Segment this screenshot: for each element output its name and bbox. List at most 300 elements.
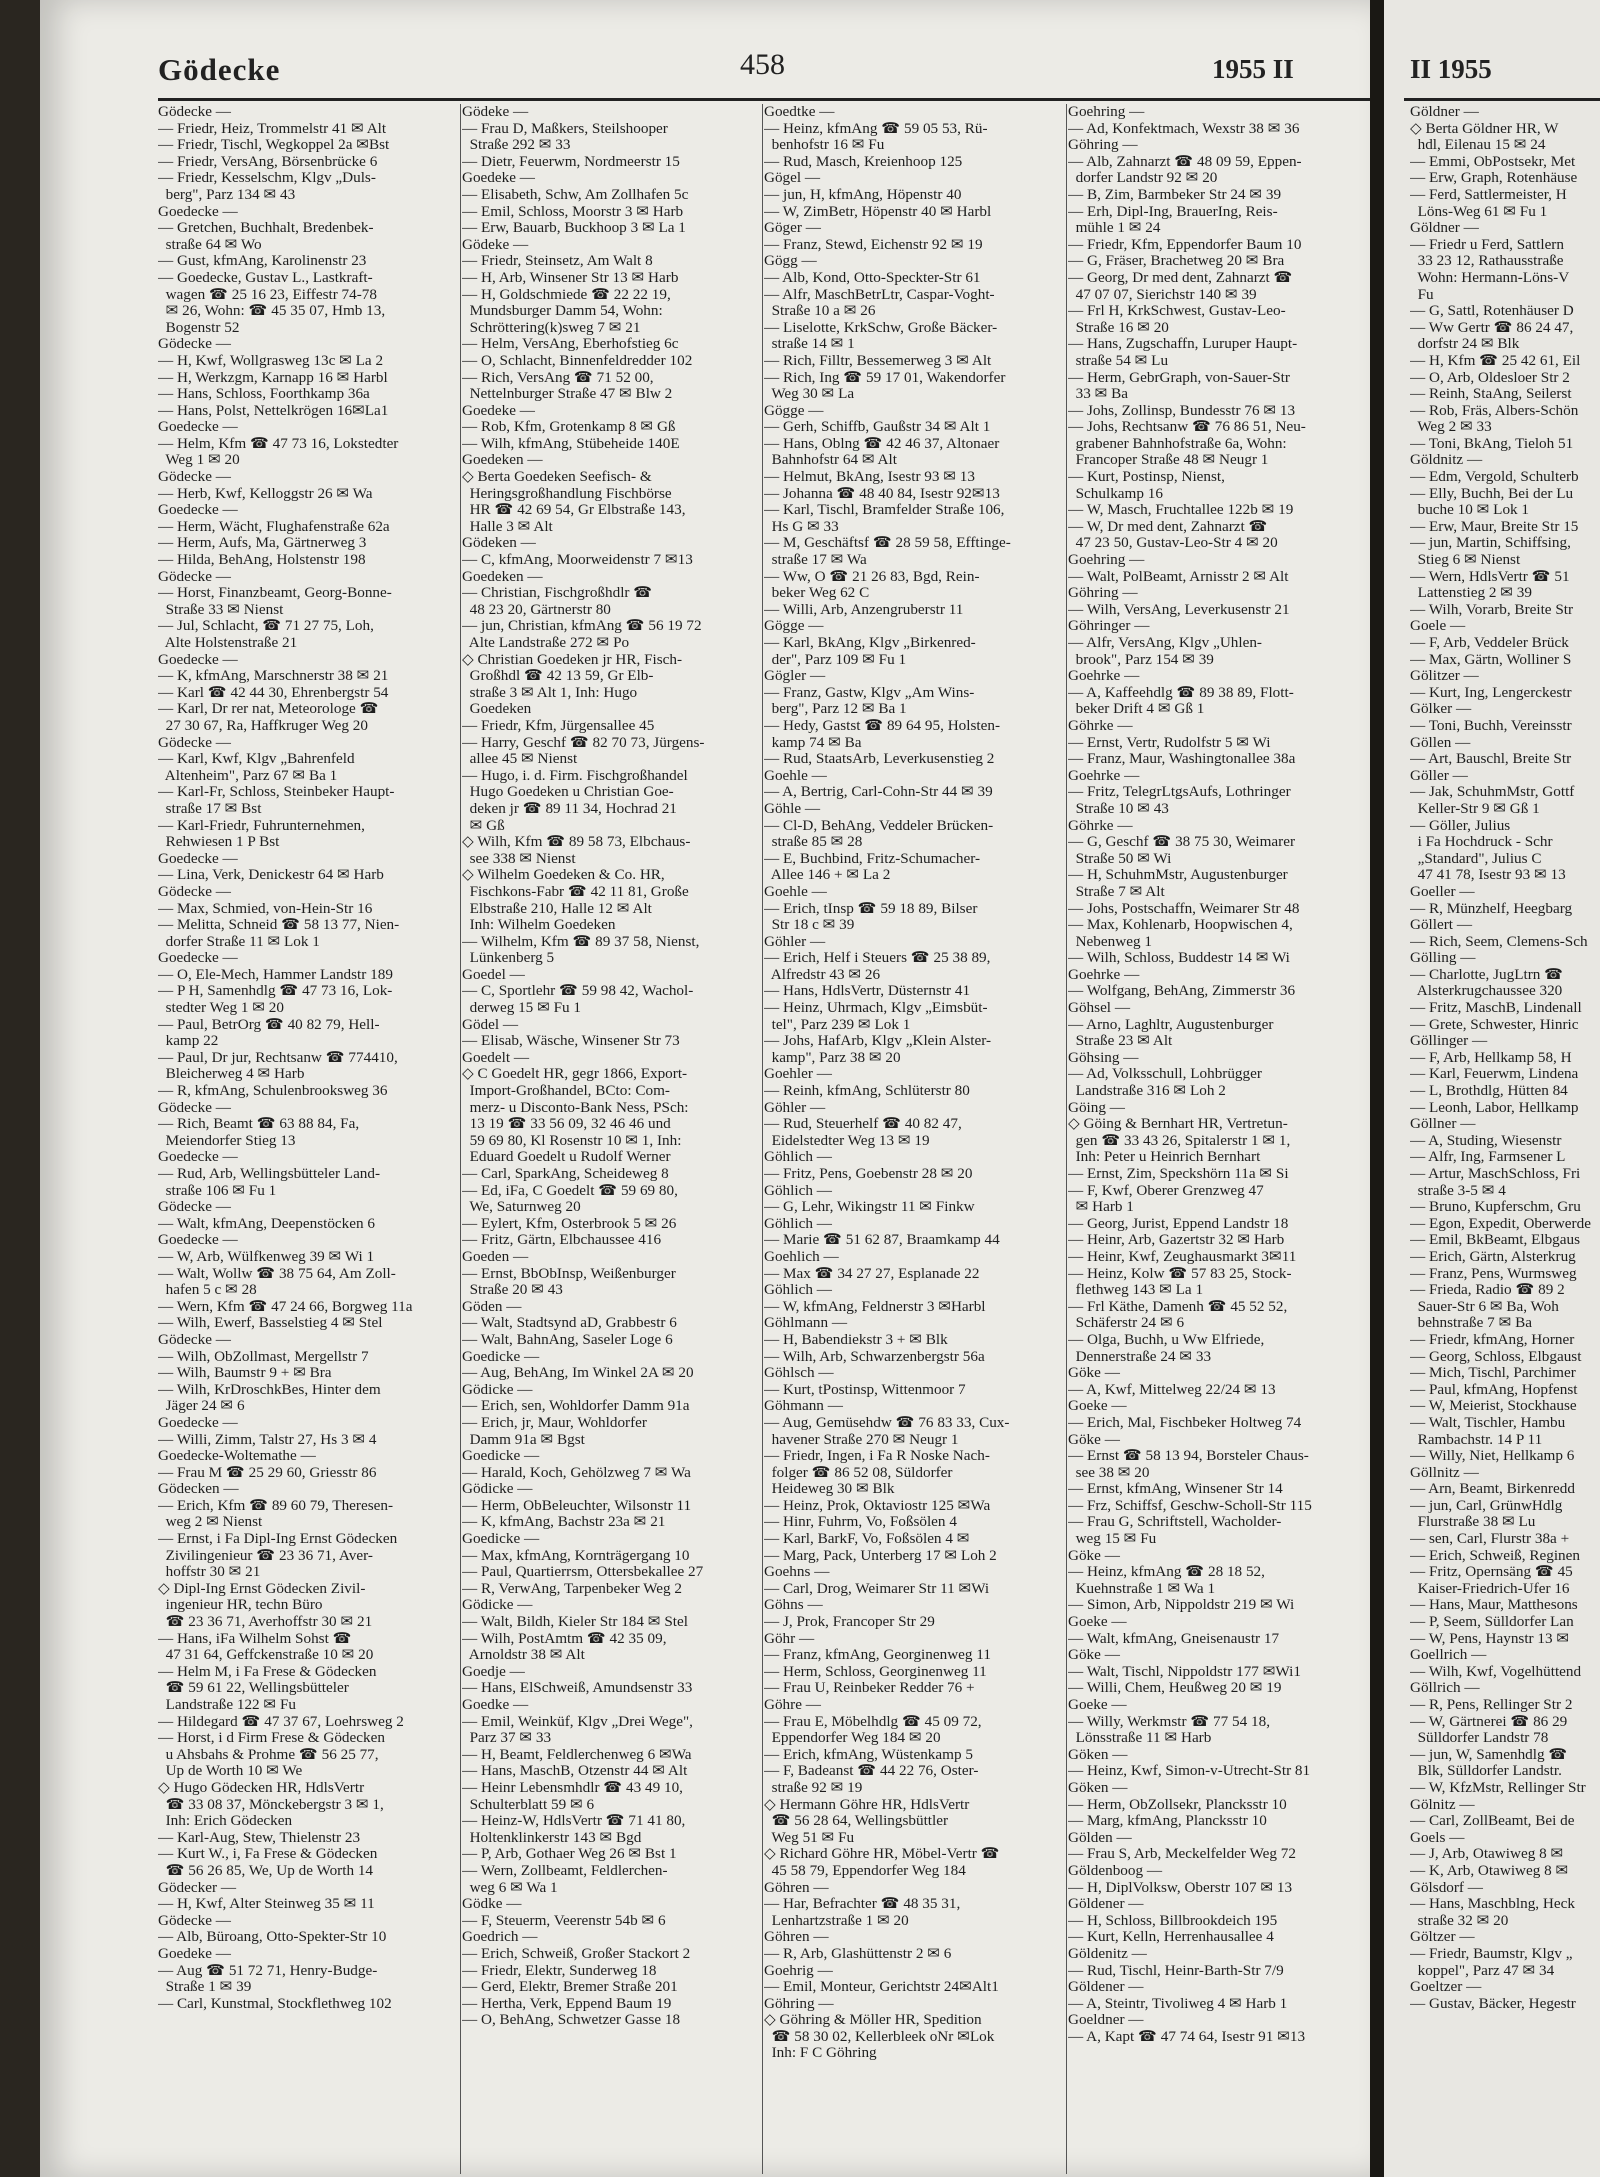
column-3: [764, 104, 1064, 2174]
directory-entry-line: — Walt, Stadtsynd aD, Grabbestr 6: [462, 1314, 677, 1332]
directory-entry-line: Goedecke —: [158, 418, 238, 436]
directory-entry-line: Goedecke —: [158, 1231, 238, 1249]
directory-entry-line: straße 14 ✉ 1: [764, 335, 855, 353]
directory-entry-line: — Friedr, Heiz, Trommelstr 41 ✉ Alt: [158, 119, 387, 137]
directory-entry-line: see 38 ✉ 20: [1068, 1463, 1150, 1481]
directory-entry-line: Straße 33 ✉ Nienst: [158, 600, 284, 618]
directory-entry-line: — W, Meierist, Stockhause: [1410, 1397, 1577, 1415]
directory-entry-line: — Frau S, Arb, Meckelfelder Weg 72: [1068, 1845, 1296, 1863]
directory-entry-line: — Heinz, Prok, Oktaviostr 125 ✉Wa: [764, 1496, 991, 1514]
directory-entry-line: Göltzer —: [1410, 1928, 1475, 1946]
directory-entry-line: 48 23 20, Gärtnerstr 80: [462, 600, 611, 618]
directory-entry-line: Göhns —: [764, 1596, 823, 1614]
directory-entry-line: — O, Arb, Oldesloer Str 2: [1410, 368, 1570, 386]
directory-entry-line: ☎ 59 61 22, Wellingsbütteler: [158, 1679, 349, 1697]
directory-entry-line: — Harald, Koch, Gehölzweg 7 ✉ Wa: [462, 1463, 691, 1481]
directory-entry-line: Straße 1 ✉ 39: [158, 1978, 252, 1996]
directory-entry-line: Goedeken —: [462, 567, 543, 585]
directory-entry-line: — Alb, Kond, Otto-Speckter-Str 61: [764, 268, 981, 286]
directory-entry-line: Kaiser-Friedrich-Ufer 16: [1410, 1579, 1570, 1597]
directory-entry-line: — Arno, Laghltr, Augustenburger: [1068, 1015, 1274, 1033]
directory-entry-line: — J, Arb, Otawiweg 8 ✉: [1410, 1845, 1564, 1863]
directory-entry-line: Straße 50 ✉ Wi: [1068, 849, 1172, 867]
directory-entry-line: — Willi, Arb, Anzengruberstr 11: [764, 600, 964, 618]
directory-entry-line: straße 85 ✉ 28: [764, 833, 863, 851]
directory-entry-line: — Karl-Friedr, Fuhrunternehmen,: [158, 816, 365, 834]
directory-entry-line: Goeller —: [1410, 882, 1475, 900]
directory-entry-line: — Ernst, Vertr, Rudolfstr 5 ✉ Wi: [1068, 733, 1271, 751]
directory-entry-line: ◇ Göhring & Möller HR, Spedition: [764, 2011, 982, 2029]
directory-entry-line: — Art, Bauschl, Breite Str: [1410, 750, 1572, 768]
directory-entry-line: — Wilh, Schloss, Buddestr 14 ✉ Wi: [1068, 949, 1290, 967]
directory-entry-line: — Heinr, Kwf, Zeughausmarkt 3✉11: [1068, 1247, 1297, 1265]
directory-entry-line: — Friedr, Baumstr, Klgv „: [1410, 1944, 1573, 1962]
column-1: [158, 104, 458, 2174]
directory-entry-line: Alte Landstraße 272 ✉ Po: [462, 634, 630, 651]
directory-entry-line: — H, Kwf, Alter Steinweg 35 ✉ 11: [158, 1895, 375, 1913]
directory-entry-line: — Wilh, Baumstr 9 + ✉ Bra: [158, 1364, 332, 1382]
column-divider: [762, 104, 763, 2174]
directory-entry-line: hafen 5 c ✉ 28: [158, 1281, 257, 1299]
directory-entry-line: — jun, Carl, GrünwHdlg: [1410, 1496, 1563, 1514]
directory-entry-line: Zivilingenieur ☎ 23 36 71, Aver-: [158, 1546, 373, 1564]
directory-entry-line: — Herm, Wächt, Flughafenstraße 62a: [158, 517, 390, 535]
directory-entry-line: — Friedr, Ingen, i Fa R Noske Nach-: [764, 1447, 990, 1465]
directory-entry-line: — Ernst ☎ 58 13 94, Borsteler Chaus-: [1068, 1447, 1309, 1465]
directory-entry-line: ◇ Wilhelm Goedeken & Co. HR,: [462, 866, 665, 884]
directory-entry-line: — Frieda, Radio ☎ 89 2: [1410, 1281, 1565, 1299]
directory-entry-line: Goedtke —: [764, 104, 835, 120]
directory-entry-line: Schulterblatt 59 ✉ 6: [462, 1795, 595, 1813]
directory-entry-line: Göke —: [1068, 1364, 1120, 1382]
directory-entry-line: — Horst, Finanzbeamt, Georg-Bonne-: [158, 584, 392, 602]
directory-entry-line: — Heinz, kfmAng ☎ 59 05 53, Rü-: [764, 119, 988, 137]
directory-entry-line: — J, Prok, Francoper Str 29: [764, 1613, 935, 1631]
directory-entry-line: — Heinz, Uhrmach, Klgv „Eimsbüt-: [764, 999, 988, 1017]
directory-entry-line: Bleicherweg 4 ✉ Harb: [158, 1065, 305, 1083]
directory-entry-line: Import-Großhandel, BCto: Com-: [462, 1082, 670, 1100]
directory-entry-line: — Erw, Maur, Breite Str 15: [1410, 517, 1579, 535]
directory-entry-line: — W, ZimBetr, Höpenstr 40 ✉ Harbl: [764, 202, 992, 220]
directory-entry-line: — Walt, kfmAng, Deepenstöcken 6: [158, 1214, 375, 1232]
directory-entry-line: ◇ Christian Goedeken jr HR, Fisch-: [462, 650, 683, 668]
directory-entry-line: — Hans, Oblng ☎ 42 46 37, Altonaer: [764, 434, 1000, 452]
directory-entry-line: — Erich, tInsp ☎ 59 18 89, Bilser: [764, 899, 978, 917]
directory-entry-line: — F, Badeanst ☎ 44 22 76, Oster-: [764, 1762, 979, 1780]
directory-entry-line: Gödecke —: [158, 1198, 231, 1216]
directory-entry-line: — Friedr, Kfm, Jürgensallee 45: [462, 716, 655, 734]
directory-entry-line: Straße 16 ✉ 20: [1068, 318, 1169, 336]
directory-entry-line: — Carl, SparkAng, Scheideweg 8: [462, 1165, 669, 1182]
directory-entry-line: Holtenklinkerstr 143 ✉ Bgd: [462, 1828, 642, 1846]
directory-entry-line: Goehrke —: [1068, 667, 1140, 685]
directory-entry-line: Lattenstieg 2 ✉ 39: [1410, 584, 1532, 602]
directory-entry-line: Göger —: [764, 219, 821, 237]
directory-entry-line: Gödecke —: [158, 882, 231, 900]
directory-entry-line: ◇ Göing & Bernhart HR, Vertretun-: [1068, 1115, 1288, 1133]
directory-entry-line: — Wilh, Arb, Schwarzenbergstr 56a: [764, 1347, 985, 1365]
directory-entry-line: ingenieur HR, techn Büro: [158, 1596, 323, 1614]
directory-entry-line: — Emil, Weinküf, Klgv „Drei Wege",: [462, 1712, 693, 1730]
directory-entry-line: — Grete, Schwester, Hinric: [1410, 1015, 1579, 1033]
directory-entry-line: Goedke —: [462, 1696, 529, 1713]
directory-entry-line: Gödecke —: [158, 733, 231, 751]
directory-entry-line: — Ww Gertr ☎ 86 24 47,: [1410, 318, 1574, 336]
directory-entry-line: — Egon, Expedit, Oberwerde: [1410, 1214, 1591, 1232]
directory-entry-line: Heringsgroßhandlung Fischbörse: [462, 484, 672, 502]
directory-entry-line: — A, Bertrig, Carl-Cohn-Str 44 ✉ 39: [764, 783, 993, 801]
directory-entry-line: — Alfr, MaschBetrLtr, Caspar-Voght-: [764, 285, 995, 303]
directory-entry-line: — Hans, Schloss, Foorthkamp 36a: [158, 385, 370, 403]
directory-entry-line: — Horst, i d Firm Frese & Gödecken: [158, 1729, 385, 1747]
directory-entry-line: — Hinr, Fuhrm, Vo, Foßsölen 4: [764, 1513, 957, 1531]
directory-entry-line: Gödecker —: [158, 1878, 237, 1896]
directory-entry-line: Eduard Goedelt u Rudolf Werner: [462, 1148, 671, 1166]
directory-entry-line: — R, Münzhelf, Heegbarg: [1410, 899, 1573, 917]
directory-entry-line: — Rich, Ing ☎ 59 17 01, Wakendorfer: [764, 368, 1006, 386]
directory-entry-line: — Simon, Arb, Nippoldstr 219 ✉ Wi: [1068, 1596, 1295, 1614]
directory-entry-line: HR ☎ 42 69 54, Gr Elbstraße 143,: [462, 501, 686, 519]
directory-entry-line: — Max, kfmAng, Kornträgergang 10: [462, 1546, 690, 1564]
directory-entry-line: Goedecke —: [158, 849, 238, 867]
directory-entry-line: merz- u Disconto-Bank Ness, PSch:: [462, 1098, 689, 1116]
directory-entry-line: — Franz, Maur, Washingtonallee 38a: [1068, 750, 1296, 768]
directory-entry-line: — Paul, BetrOrg ☎ 40 82 79, Hell-: [158, 1015, 380, 1033]
directory-entry-line: — F, Arb, Hellkamp 58, H: [1410, 1048, 1572, 1066]
directory-entry-line: Göken —: [1068, 1745, 1128, 1763]
directory-entry-line: Inh: Erich Gödecken: [158, 1812, 293, 1830]
directory-entry-line: stedter Weg 1 ✉ 20: [158, 999, 284, 1017]
directory-entry-line: — A, Kwf, Mittelweg 22/24 ✉ 13: [1068, 1380, 1276, 1398]
directory-entry-line: — Helm, VersAng, Eberhofstieg 6c: [462, 335, 679, 353]
directory-entry-line: Goels —: [1410, 1828, 1465, 1846]
directory-entry-line: — H, Babendiekstr 3 + ✉ Blk: [764, 1330, 948, 1348]
directory-entry-line: Wohn: Hermann-Löns-V: [1410, 268, 1570, 286]
directory-entry-line: — Alfr, VersAng, Klgv „Uhlen-: [1068, 634, 1262, 651]
directory-entry-line: Mundsburger Damm 54, Wohn:: [462, 302, 663, 320]
directory-entry-line: — Erich, jr, Maur, Wohldorfer: [462, 1413, 647, 1431]
directory-entry-line: — P, Arb, Gothaer Weg 26 ✉ Bst 1: [462, 1845, 677, 1863]
directory-entry-line: — Erich, Kfm ☎ 89 60 79, Theresen-: [158, 1496, 394, 1514]
next-page-fragment: [1384, 0, 1600, 2177]
directory-entry-line: — Willi, Chem, Heußweg 20 ✉ 19: [1068, 1679, 1282, 1697]
directory-entry-line: — Hans, Maschblng, Heck: [1410, 1895, 1575, 1913]
directory-entry-line: Gölker —: [1410, 700, 1472, 718]
directory-entry-line: wagen ☎ 25 16 23, Eiffestr 74-78: [158, 285, 377, 303]
directory-entry-line: — Franz, kfmAng, Georginenweg 11: [764, 1646, 991, 1664]
directory-entry-line: Göhringer —: [1068, 617, 1150, 635]
directory-entry-line: Hugo Goedeken u Christian Goe-: [462, 783, 674, 801]
directory-entry-line: — Helmut, BkAng, Isestr 93 ✉ 13: [764, 468, 975, 486]
directory-entry-line: Löns-Weg 61 ✉ Fu 1: [1410, 202, 1548, 220]
directory-entry-line: Stieg 6 ✉ Nienst: [1410, 551, 1521, 569]
directory-entry-line: hoffstr 30 ✉ 21: [158, 1563, 261, 1581]
directory-entry-line: Allee 146 + ✉ La 2: [764, 866, 891, 884]
directory-entry-line: Göldenitz —: [1068, 1944, 1147, 1962]
directory-entry-line: Göldenboog —: [1068, 1861, 1163, 1879]
directory-entry-line: — Hans, Maur, Matthesons: [1410, 1596, 1578, 1614]
directory-entry-line: — Wilh, kfmAng, Stübeheide 140E: [462, 434, 680, 452]
directory-entry-line: Göhlmann —: [764, 1314, 848, 1332]
directory-entry-line: ✉ Gß: [462, 816, 505, 834]
directory-entry-line: Straße 7 ✉ Alt: [1068, 882, 1165, 900]
directory-entry-line: — Wilh, PostAmtm ☎ 42 35 09,: [462, 1629, 667, 1647]
directory-entry-line: Flurstraße 38 ✉ Lu: [1410, 1513, 1536, 1531]
directory-entry-line: — Reinh, kfmAng, Schlüterstr 80: [764, 1082, 970, 1100]
directory-entry-line: — Karl, Feuerwm, Lindena: [1410, 1065, 1579, 1083]
directory-entry-line: ☎ 56 26 85, We, Up de Worth 14: [158, 1861, 374, 1879]
directory-entry-line: — jun, H, kfmAng, Höpenstr 40: [764, 185, 962, 203]
directory-entry-line: allee 45 ✉ Nienst: [462, 750, 578, 768]
directory-entry-line: — Friedr, Kesselschm, Klgv „Duls-: [158, 169, 376, 187]
directory-entry-line: — A, Kaffeehdlg ☎ 89 38 89, Flott-: [1068, 683, 1294, 701]
directory-entry-line: — Herm, Schloss, Georginenweg 11: [764, 1662, 987, 1680]
directory-entry-line: dorfer Straße 11 ✉ Lok 1: [158, 932, 320, 950]
directory-entry-line: Goehle —: [764, 766, 827, 784]
directory-entry-line: — Georg, Schloss, Elbgaust: [1410, 1347, 1582, 1365]
directory-entry-line: Göllner —: [1410, 1115, 1476, 1133]
directory-entry-line: Göhren —: [764, 1928, 829, 1946]
directory-entry-line: ◇ Berta Göldner HR, W: [1410, 119, 1559, 137]
directory-entry-line: Goeke —: [1068, 1613, 1127, 1631]
directory-entry-line: — Wern, HdlsVertr ☎ 51: [1410, 567, 1570, 585]
directory-entry-line: — Hans, MaschB, Otzenstr 44 ✉ Alt: [462, 1762, 688, 1780]
directory-entry-line: der", Parz 109 ✉ Fu 1: [764, 650, 907, 668]
directory-entry-line: — Har, Befrachter ☎ 48 35 31,: [764, 1895, 961, 1913]
directory-entry-line: — Mich, Tischl, Parchimer: [1410, 1364, 1576, 1382]
directory-entry-line: — Johanna ☎ 48 40 84, Isestr 92✉13: [764, 484, 1000, 502]
page-header: [40, 44, 1370, 104]
directory-entry-line: Goeden —: [462, 1247, 529, 1265]
directory-entry-line: — Erich, Schweiß, Reginen: [1410, 1546, 1580, 1564]
directory-entry-line: — Liselotte, KrkSchw, Große Bäcker-: [764, 318, 998, 336]
directory-entry-line: — Kurt, Postinsp, Nienst,: [1068, 468, 1225, 486]
directory-entry-line: Göhlich —: [764, 1214, 832, 1232]
directory-entry-line: — H, SchuhmMstr, Augustenburger: [1068, 866, 1288, 884]
directory-entry-line: Goehring —: [1068, 551, 1145, 569]
directory-entry-line: Bahnhofstr 64 ✉ Alt: [764, 451, 897, 469]
directory-entry-line: Weg 51 ✉ Fu: [764, 1828, 855, 1846]
directory-entry-line: — Wilh, VersAng, Leverkusenstr 21: [1068, 600, 1290, 618]
directory-entry-line: Göllert —: [1410, 916, 1473, 934]
directory-entry-line: — Erich, Gärtn, Alsterkrug: [1410, 1247, 1576, 1265]
next-page-rule: [1404, 98, 1600, 101]
directory-entry-line: Großhdl ☎ 42 13 59, Gr Elb-: [462, 667, 654, 685]
directory-entry-line: ☎ 58 30 02, Kellerbleek oNr ✉Lok: [764, 2027, 995, 2045]
directory-entry-line: Göllinger —: [1410, 1032, 1488, 1050]
directory-entry-line: — Frl Käthe, Damenh ☎ 45 52 52,: [1068, 1297, 1288, 1315]
directory-entry-line: — Rud, Steuerhelf ☎ 40 82 47,: [764, 1115, 962, 1133]
directory-entry-line: Gödke —: [462, 1895, 522, 1913]
directory-entry-line: Göllrich —: [1410, 1679, 1480, 1697]
directory-entry-line: ☎ 33 08 37, Mönckebergstr 3 ✉ 1,: [158, 1795, 384, 1813]
directory-entry-line: — Hans, Zugschaffn, Luruper Haupt-: [1068, 335, 1298, 353]
directory-entry-line: — Karl, Tischl, Bramfelder Straße 106,: [764, 501, 1005, 519]
directory-entry-line: — Elisab, Wäsche, Winsener Str 73: [462, 1032, 680, 1050]
directory-entry-line: — Heinz-W, HdlsVertr ☎ 71 41 80,: [462, 1812, 686, 1830]
directory-entry-line: Goedecke —: [158, 501, 238, 519]
directory-entry-line: — Frau E, Möbelhdlg ☎ 45 09 72,: [764, 1712, 982, 1730]
directory-entry-line: — Karl, Dr rer nat, Meteorologe ☎: [158, 700, 379, 718]
directory-entry-line: 27 30 67, Ra, Haffkruger Weg 20: [158, 716, 368, 734]
directory-entry-line: — Kurt, Ing, Lengerckestr: [1410, 683, 1572, 701]
directory-entry-line: — Erw, Graph, Rotenhäuse: [1410, 169, 1578, 187]
directory-entry-line: — Lina, Verk, Denickestr 64 ✉ Harb: [158, 866, 384, 884]
directory-entry-line: Fu: [1410, 285, 1434, 303]
directory-entry-line: Gölling —: [1410, 949, 1476, 967]
directory-entry-line: — jun, Martin, Schiffsing,: [1410, 534, 1571, 552]
directory-entry-line: Göhring —: [1068, 136, 1138, 154]
directory-entry-line: Nebenweg 1: [1068, 932, 1152, 950]
directory-entry-line: — Heinr Lebensmhdlr ☎ 43 49 10,: [462, 1778, 683, 1796]
directory-entry-line: Sülldorfer Landstr 78: [1410, 1729, 1549, 1747]
column-2: [462, 104, 760, 2174]
directory-entry-line: Goedecke —: [158, 1148, 238, 1166]
directory-entry-line: Göldner —: [1410, 104, 1479, 120]
directory-entry-line: We, Saturnweg 20: [462, 1198, 581, 1216]
directory-entry-line: tel", Parz 239 ✉ Lok 1: [764, 1015, 911, 1033]
directory-entry-line: Straße 23 ✉ Alt: [1068, 1032, 1173, 1050]
directory-entry-line: — Hedy, Gastst ☎ 89 64 95, Holsten-: [764, 716, 1001, 734]
directory-entry-line: — Jak, SchuhmMstr, Gottf: [1410, 783, 1575, 801]
directory-entry-line: Göller —: [1410, 766, 1468, 784]
directory-entry-line: — Elly, Buchh, Bei der Lu: [1410, 484, 1574, 502]
directory-entry-line: Göke —: [1068, 1546, 1120, 1564]
directory-entry-line: — Charlotte, JugLtrn ☎: [1410, 965, 1564, 983]
directory-entry-line: straße 17 ✉ Bst: [158, 799, 262, 817]
directory-entry-line: Goehrig —: [764, 1961, 833, 1979]
directory-entry-line: Goehle —: [764, 882, 827, 900]
directory-entry-line: — P, Seem, Sülldorfer Lan: [1410, 1613, 1574, 1631]
directory-entry-line: — Karl, BarkF, Vo, Foßsölen 4 ✉: [764, 1530, 970, 1548]
book-gutter: [1370, 0, 1384, 2177]
directory-entry-line: Göhlich —: [764, 1181, 832, 1199]
directory-entry-line: ◇ Berta Goedeken Seefisch- &: [462, 468, 652, 486]
directory-entry-line: — A, Kapt ☎ 47 74 64, Isestr 91 ✉13: [1068, 2027, 1306, 2045]
directory-entry-line: ◇ Hermann Göhre HR, HdlsVertr: [764, 1795, 970, 1813]
directory-entry-line: — Hildegard ☎ 47 37 67, Loehrsweg 2: [158, 1712, 404, 1730]
directory-entry-line: Goedeke —: [462, 401, 535, 419]
directory-entry-line: — Paul, Quartierrsm, Ottersbekallee 27: [462, 1563, 704, 1581]
directory-entry-line: — R, kfmAng, Schulenbrooksweg 36: [158, 1082, 388, 1100]
directory-entry-line: — Paul, kfmAng, Hopfenst: [1410, 1380, 1578, 1398]
directory-entry-line: Gödecken —: [158, 1480, 239, 1498]
directory-entry-line: u Ahsbahs & Prohme ☎ 56 25 77,: [158, 1745, 379, 1763]
directory-entry-line: Schäferstr 24 ✉ 6: [1068, 1314, 1185, 1332]
directory-entry-line: Göllnitz —: [1410, 1463, 1479, 1481]
directory-entry-line: weg 2 ✉ Nienst: [158, 1513, 263, 1531]
directory-entry-line: — G, Sattl, Rotenhäuser D: [1410, 302, 1574, 320]
directory-entry-line: — Heinz, Kwf, Simon-v-Utrecht-Str 81: [1068, 1762, 1311, 1780]
directory-entry-line: — H, Beamt, Feldlerchenweg 6 ✉Wa: [462, 1745, 692, 1763]
directory-entry-line: Goedecke —: [158, 949, 238, 967]
directory-entry-line: — Walt, Tischler, Hambu: [1410, 1413, 1566, 1431]
directory-entry-line: Goedeken: [462, 700, 532, 718]
directory-entry-line: Weg 30 ✉ La: [764, 385, 855, 403]
directory-entry-line: — Max, Schmied, von-Hein-Str 16: [158, 899, 373, 917]
directory-entry-line: — Marie ☎ 51 62 87, Braamkamp 44: [764, 1231, 1000, 1249]
directory-entry-line: Gödicke —: [462, 1380, 533, 1398]
directory-entry-line: — H, Arb, Winsener Str 13 ✉ Harb: [462, 268, 679, 286]
directory-entry-line: — W, Dr med dent, Zahnarzt ☎: [1068, 517, 1268, 535]
directory-entry-line: Elbstraße 210, Halle 12 ✉ Alt: [462, 899, 652, 917]
directory-entry-line: — Erich, kfmAng, Wüstenkamp 5: [764, 1745, 973, 1763]
directory-entry-line: — A, Studing, Wiesenstr: [1410, 1131, 1562, 1149]
directory-entry-line: Weg 1 ✉ 20: [158, 451, 240, 469]
directory-entry-line: Gödecke —: [158, 1330, 231, 1348]
directory-entry-line: see 338 ✉ Nienst: [462, 849, 576, 867]
directory-entry-line: Göing —: [1068, 1098, 1125, 1116]
directory-entry-line: Goedecke —: [158, 1413, 238, 1431]
directory-entry-line: — O, Ele-Mech, Hammer Landstr 189: [158, 965, 393, 983]
directory-entry-line: — G, Geschf ☎ 38 75 30, Weimarer: [1068, 833, 1296, 851]
directory-entry-line: weg 6 ✉ Wa 1: [462, 1878, 558, 1896]
directory-entry-line: Gögge —: [764, 401, 824, 419]
directory-entry-line: — Alb, Büroang, Otto-Spekter-Str 10: [158, 1928, 387, 1946]
directory-entry-line: — Leonh, Labor, Hellkamp: [1410, 1098, 1579, 1116]
directory-entry-line: — Karl-Aug, Stew, Thielenstr 23: [158, 1828, 361, 1846]
directory-entry-line: ◇ Hugo Gödecken HR, HdlsVertr: [158, 1778, 365, 1796]
directory-entry-line: — Herm, GebrGraph, von-Sauer-Str: [1068, 368, 1290, 386]
directory-entry-line: — Gerh, Schiffb, Gaußstr 34 ✉ Alt 1: [764, 418, 991, 436]
directory-entry-line: — P H, Samenhdlg ☎ 47 73 16, Lok-: [158, 982, 393, 1000]
directory-entry-line: Goedeken —: [462, 451, 543, 469]
directory-entry-line: — Karl ☎ 42 44 30, Ehrenbergstr 54: [158, 683, 389, 701]
directory-entry-line: — Ernst, i Fa Dipl-Ing Ernst Gödecken: [158, 1530, 398, 1548]
directory-entry-line: — Harry, Geschf ☎ 82 70 73, Jürgens-: [462, 733, 705, 751]
directory-entry-line: Göldener —: [1068, 1895, 1144, 1913]
directory-entry-line: weg 15 ✉ Fu: [1068, 1530, 1157, 1548]
directory-entry-line: Straße 10 ✉ 43: [1068, 799, 1169, 817]
directory-entry-line: brook", Parz 154 ✉ 39: [1068, 650, 1214, 668]
column-divider: [1066, 104, 1067, 2174]
directory-entry-line: Straße 20 ✉ 43: [462, 1281, 563, 1299]
directory-entry-line: — Wilhelm, Kfm ☎ 89 37 58, Nienst,: [462, 932, 700, 950]
directory-entry-line: Altenheim", Parz 67 ✉ Ba 1: [158, 766, 338, 784]
directory-entry-line: „Standard", Julius C: [1410, 849, 1542, 867]
directory-entry-line: — jun, W, Samenhdlg ☎: [1410, 1745, 1568, 1763]
directory-entry-line: — Ad, Konfektmach, Wexstr 38 ✉ 36: [1068, 119, 1300, 137]
directory-entry-line: — Walt, Bildh, Kieler Str 184 ✉ Stel: [462, 1613, 688, 1631]
running-head: Gödecke: [158, 52, 281, 87]
directory-entry-line: — Cl-D, BehAng, Veddeler Brücken-: [764, 816, 994, 834]
directory-entry-line: ◇ Richard Göhre HR, Möbel-Vertr ☎: [764, 1845, 1000, 1863]
directory-entry-line: — Paul, Dr jur, Rechtsanw ☎ 774410,: [158, 1048, 398, 1066]
directory-entry-line: — Heinz, kfmAng ☎ 28 18 52,: [1068, 1563, 1265, 1581]
directory-entry-line: Lönsstraße 11 ✉ Harb: [1068, 1729, 1212, 1747]
directory-entry-line: Goedecke —: [158, 202, 238, 220]
directory-entry-line: Rambachstr. 14 P 11: [1410, 1430, 1543, 1448]
directory-entry-line: — Alb, Zahnarzt ☎ 48 09 59, Eppen-: [1068, 152, 1302, 170]
directory-entry-line: — Walt, kfmAng, Gneisenaustr 17: [1068, 1629, 1280, 1647]
directory-entry-line: — Franz, Stewd, Eichenstr 92 ✉ 19: [764, 235, 983, 253]
directory-entry-line: — Gust, kfmAng, Karolinenstr 23: [158, 252, 367, 270]
directory-entry-line: mühle 1 ✉ 24: [1068, 219, 1161, 237]
directory-entry-line: — C, kfmAng, Moorweidenstr 7 ✉13: [462, 551, 693, 569]
directory-entry-line: gen ☎ 33 43 26, Spitalerstr 1 ✉ 1,: [1068, 1131, 1291, 1149]
directory-entry-line: — Wilh, Ewerf, Basselstieg 4 ✉ Stel: [158, 1314, 383, 1332]
directory-entry-line: — Hans, iFa Wilhelm Sohst ☎: [158, 1629, 352, 1647]
directory-page: [40, 0, 1370, 2177]
directory-entry-line: Straße 292 ✉ 33: [462, 136, 571, 154]
directory-entry-line: — Rob, Fräs, Albers-Schön: [1410, 401, 1579, 419]
directory-entry-line: — Fritz, Pens, Goebenstr 28 ✉ 20: [764, 1165, 973, 1182]
directory-entry-line: Nettelnburger Straße 47 ✉ Blw 2: [462, 385, 673, 403]
directory-entry-line: — H, DiplVolksw, Oberstr 107 ✉ 13: [1068, 1878, 1293, 1896]
column-4: [1068, 104, 1370, 2174]
directory-entry-line: Goeltzer —: [1410, 1978, 1482, 1996]
columns: [158, 104, 1370, 2174]
